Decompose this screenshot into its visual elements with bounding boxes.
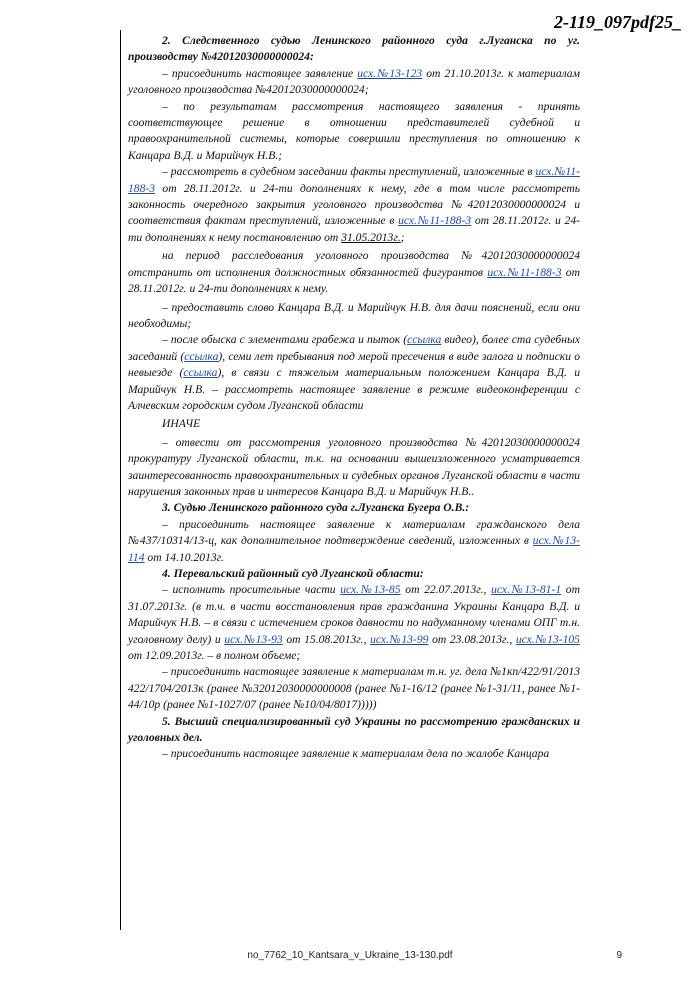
section-3-item-1 <box>128 517 580 566</box>
text: от 28.11.2012г. и 24-ти дополнениях к нему. <box>128 265 580 296</box>
document-body <box>128 33 580 763</box>
link-out-13-93[interactable]: исх.№13-93 <box>224 632 283 646</box>
link-out-11-188-3[interactable]: исх.№11-188-3 <box>128 165 581 195</box>
section-2-item-5: – предоставить слово Канцара В.Д. и Марийчук Н.В. для дачи пояснений, если они необходимы; <box>128 300 580 330</box>
section-2-item-7: – отвести от рассмотрения уголовного производства №42012030000000024 прокуратуру Луганской области, т.к. на основании вышеизложенного усматривается заинтересованность правоохранительных и судебных органов Луганской области в части нарушения законных прав и интересов Канцара В.Д. и Марийчук Н.В.. <box>128 435 580 498</box>
section-2-item-6 <box>128 332 580 414</box>
section-2-otherwise: ИНАЧЕ <box>162 417 201 431</box>
section-4-item-1 <box>128 582 580 664</box>
link-out-13-85[interactable]: исх.№13-85 <box>340 583 401 597</box>
text: на период расследования уголовного производства №42012030000000024 отстранить от исполнения должностных обязанностей фигурантов <box>128 249 580 279</box>
link-video[interactable]: ссылка <box>407 333 442 347</box>
text: – присоединить настоящее заявление <box>162 66 358 80</box>
text: ; <box>400 230 405 244</box>
text: – присоединить настоящее заявление к материалам гражданского дела №437/10314/13-ц, как дополнительное подтверждение сведений, изложенных в <box>128 517 580 548</box>
section-4-item-2: – присоединить настоящее заявление к материалам т.н. уг. дела №1кп/422/91/2013 422/1704/2013к (ранее №32012030000000008 (ранее №1-16/12 (ранее №1-31/11, ранее №1-44/10р (ранее №1-1027/07 (ранее №10/04/8017))))) <box>128 665 580 712</box>
text: – исполнить просительные части <box>162 583 341 597</box>
footer-filename: no_7762_10_Kantsara_v_Ukraine_13-130.pdf <box>247 950 453 961</box>
link-out-11-188-3[interactable]: исх.№11-188-3 <box>487 265 562 279</box>
text: от 22.07.2013г., <box>400 583 492 597</box>
link-out-11-188-3[interactable]: исх.№11-188-3 <box>398 214 472 228</box>
text: видео), более ста судебных заседаний ( <box>128 333 580 363</box>
link-out-13-99[interactable]: исх.№13-99 <box>370 632 429 646</box>
page-number: 9 <box>616 950 622 961</box>
link-out-13-114[interactable]: исх.№13-114 <box>128 534 580 564</box>
section-4-heading: 4. Перевальский районный суд Луганской области: <box>162 567 424 580</box>
link-out-13-123[interactable]: исх.№13-123 <box>357 66 423 80</box>
section-2-item-1 <box>128 66 580 99</box>
document-code: 2-119_097pdf25_ <box>554 12 682 32</box>
section-2-item-3 <box>128 164 580 246</box>
text: ), семи лет пребывания под мерой пресечения в виде залога и подписки о невыезде ( <box>128 349 580 380</box>
text: от 21.10.2013г. к материалам уголовного производства №42012030000000024; <box>128 66 581 97</box>
section-2-item-4 <box>128 248 580 297</box>
section-2-item-2: – по результатам рассмотрения настоящего заявления - принять соответствующее решение в отношении представителей судебной и правоохранительной системы, которые совершили преступления по отношению к Канцара В.Д. и Марийчук Н.В.; <box>128 99 580 162</box>
section-2-heading: 2. Следственного судью Ленинского районного суда г.Луганска по уг. производству №42012030000000024: <box>128 34 580 64</box>
text: от 31.07.2013г. (в т.ч. в части восстановления прав гражданина Украины Канцара В.Д. и Марийчук Н.В. – в связи с истечением сроков давности по надуманному членами ОПГ т.н. уголовному делу) и <box>128 583 580 646</box>
link-out-13-81-1[interactable]: исх.№13-81-1 <box>491 583 562 597</box>
text: от 28.11.2012г. и 24-ти дополнениях к нему, где в том числе рассмотреть законность очередного закрытия уголовного производства №42012030000000024 и соответствия фактам преступлений, изложенные в <box>128 181 580 228</box>
text: – после обыска с элементами грабежа и пыток ( <box>162 333 408 347</box>
link-court-sessions[interactable]: ссылка <box>184 349 219 363</box>
link-out-13-105[interactable]: исх.№13-105 <box>515 632 580 646</box>
text: от 12.09.2013г. – в полном объеме; <box>128 649 301 663</box>
section-3-heading: 3. Судью Ленинского районного суда г.Луганска Бугера О.В.: <box>162 501 470 515</box>
section-5-item-1: – присоединить настоящее заявление к материалам дела по жалобе Канцара <box>162 747 550 761</box>
text: – рассмотреть в судебном заседании факты преступлений, изложенные в <box>162 165 536 179</box>
text: от 28.11.2012г. и 24-ти дополнениях к нему постановлению от <box>128 214 580 244</box>
text: от 15.08.2013г., <box>282 632 371 646</box>
margin-line <box>120 30 121 930</box>
text: от 14.10.2013г. <box>144 550 224 564</box>
text: ), в связи с тяжелым материальным положением Канцара В.Д. и Марийчук Н.В. – рассмотреть настоящее заявление в режиме видеоконференции с Алчевским городским судом Луганской области <box>128 366 580 412</box>
section-5-heading: 5. Высший специализированный суд Украины по рассмотрению гражданских и уголовных дел. <box>128 714 580 745</box>
resolution-date: 31.05.2013г. <box>341 230 401 244</box>
link-bail[interactable]: ссылка <box>183 366 218 380</box>
text: от 23.08.2013г., <box>428 632 516 646</box>
